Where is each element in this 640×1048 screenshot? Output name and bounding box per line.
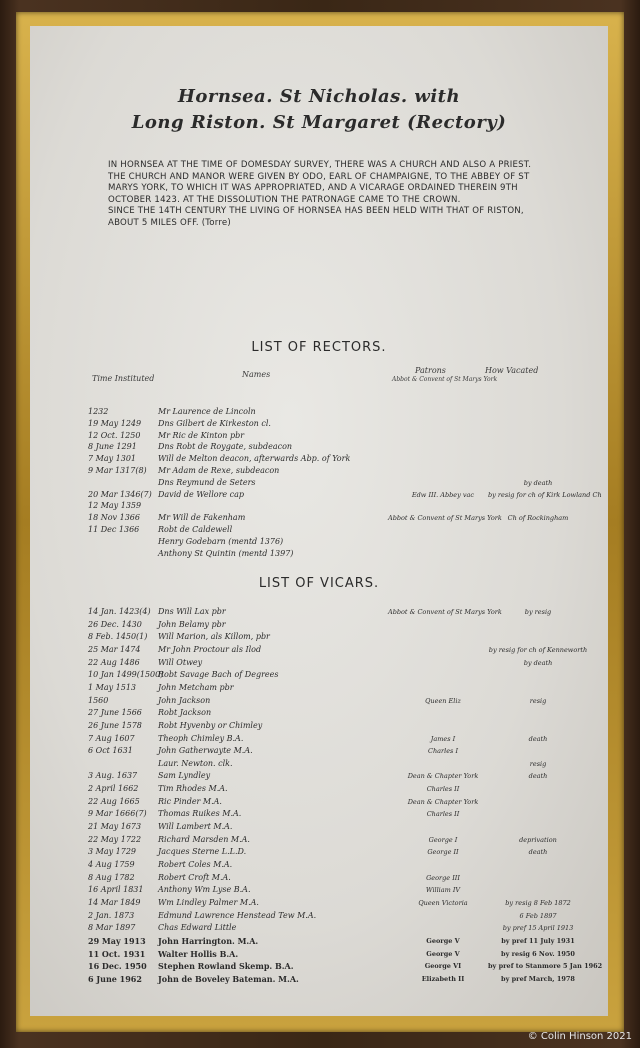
vicar-row bbox=[30, 846, 608, 858]
row-name: Will Otwey bbox=[158, 657, 203, 667]
row-how-vacated: by death bbox=[523, 478, 553, 487]
rector-row bbox=[30, 465, 608, 477]
intro-paragraph: THE CHURCH AND MANOR WERE GIVEN BY ODO, EARL OF CHAMPAIGNE, TO THE ABBEY OF ST MARYS YORK, TO WHICH IT WAS APPROPRIATED, AND A VICARAGE ORDAINED THEREIN 9TH OCTOBER 1423. AT THE DISSOLUTION THE PATRONAGE CAME TO THE CROWN. bbox=[108, 171, 530, 205]
row-name: Tim Rhodes M.A. bbox=[158, 784, 228, 794]
vicar-row bbox=[30, 783, 608, 795]
row-date: 8 June 1291 bbox=[88, 442, 137, 452]
row-name: Mr Laurence de Lincoln bbox=[158, 407, 256, 416]
row-date: 14 Mar 1849 bbox=[88, 897, 141, 907]
row-date: 21 May 1673 bbox=[88, 822, 142, 832]
vicar-row bbox=[30, 682, 608, 694]
row-date: 12 May 1359 bbox=[88, 501, 142, 511]
row-name: Thomas Ruikes M.A. bbox=[158, 809, 242, 819]
row-name: Dns Will Lax pbr bbox=[158, 607, 226, 616]
board-title-line1: Hornsea. St Nicholas. with bbox=[177, 86, 461, 107]
vicar-row bbox=[30, 910, 608, 922]
row-name: Mr Ric de Kinton pbr bbox=[158, 430, 245, 440]
row-date: 27 June 1566 bbox=[88, 708, 142, 718]
vicar-row bbox=[30, 619, 608, 631]
row-date: 16 April 1831 bbox=[88, 885, 144, 895]
rector-row bbox=[30, 500, 608, 512]
row-how-vacated: Ch of Rockingham bbox=[507, 514, 569, 523]
row-date: 8 Mar 1897 bbox=[88, 923, 136, 933]
col-time: Time Instituted bbox=[92, 374, 155, 383]
row-name: Edmund Lawrence Henstead Tew M.A. bbox=[158, 910, 317, 920]
row-name: Anthony St Quintin (mentd 1397) bbox=[158, 548, 294, 558]
vicar-row bbox=[30, 745, 608, 757]
row-patron: George VI bbox=[424, 962, 462, 971]
row-name: Sam Lyndley bbox=[158, 771, 211, 781]
intro-paragraph: IN HORNSEA AT THE TIME OF DOMESDAY SURVEY, THERE WAS A CHURCH AND ALSO A PRIEST. bbox=[108, 160, 532, 170]
vicar-row bbox=[30, 733, 608, 745]
row-date: 22 Aug 1486 bbox=[88, 657, 140, 667]
row-name: Robt de Caldewell bbox=[158, 525, 233, 534]
rector-row bbox=[30, 453, 608, 465]
row-patron: Elizabeth II bbox=[421, 974, 465, 983]
row-how-vacated: by pref 11 July 1931 bbox=[501, 936, 575, 945]
row-date: 19 May 1249 bbox=[88, 418, 142, 428]
row-how-vacated: deprivation bbox=[519, 835, 557, 844]
vicars-heading: LIST OF VICARS. bbox=[258, 576, 380, 591]
row-name: Ric Pinder M.A. bbox=[158, 796, 222, 806]
col-patron-sub: Abbot & Convent of St Marys York bbox=[392, 376, 498, 383]
row-how-vacated: death bbox=[528, 734, 548, 743]
vicar-row bbox=[30, 770, 608, 782]
row-name: John Belamy pbr bbox=[158, 619, 226, 629]
row-date: 7 May 1301 bbox=[88, 454, 137, 464]
vicar-row bbox=[30, 960, 608, 972]
copyright-text: © Colin Hinson 2021 bbox=[527, 1031, 632, 1042]
row-date: 10 Jan 1499(1500) bbox=[88, 670, 164, 680]
row-date: 8 Feb. 1450(1) bbox=[88, 632, 148, 642]
rector-row bbox=[30, 418, 608, 430]
row-name: Chas Edward Little bbox=[158, 923, 237, 933]
row-how-vacated: by resig for ch of Kirk Lowland Ch bbox=[488, 490, 602, 499]
row-how-vacated: death bbox=[528, 772, 548, 781]
vicar-row bbox=[30, 897, 608, 909]
row-name: Walter Hollis B.A. bbox=[158, 948, 239, 959]
rector-row bbox=[30, 406, 608, 418]
vicar-row bbox=[30, 935, 608, 947]
row-name: Laur. Newton. clk. bbox=[158, 758, 233, 768]
intro-text bbox=[108, 160, 538, 230]
row-how-vacated: by death bbox=[523, 658, 553, 667]
row-name: Mr Adam de Rexe, subdeacon bbox=[158, 466, 280, 475]
row-name: Jacques Sterne L.L.D. bbox=[158, 847, 247, 857]
vicar-row bbox=[30, 872, 608, 884]
row-name: Mr John Proctour als Ilod bbox=[158, 644, 262, 654]
row-date: 11 Oct. 1931 bbox=[88, 948, 146, 959]
rector-row bbox=[30, 430, 608, 442]
row-date: 9 Mar 1317(8) bbox=[88, 466, 147, 475]
vicar-row bbox=[30, 808, 608, 820]
row-name: Anthony Wm Lyse B.A. bbox=[158, 885, 251, 895]
row-how-vacated: death bbox=[528, 848, 548, 857]
row-date: 3 Aug. 1637 bbox=[88, 771, 138, 781]
row-date: 26 Dec. 1430 bbox=[88, 619, 142, 629]
row-patron: Charles II bbox=[426, 785, 460, 794]
vicar-row bbox=[30, 657, 608, 669]
vicar-row bbox=[30, 720, 608, 732]
col-patrons: Patrons bbox=[415, 366, 446, 375]
row-patron: Queen Eliz bbox=[425, 696, 461, 705]
row-patron: Edw III. Abbey vac bbox=[411, 490, 475, 499]
row-name: Stephen Rowland Skemp. B.A. bbox=[158, 961, 294, 972]
rectors-heading: LIST OF RECTORS. bbox=[251, 340, 387, 355]
row-how-vacated: 6 Feb 1897 bbox=[519, 911, 557, 920]
row-name: John Gatherwayte M.A. bbox=[158, 746, 253, 756]
row-how-vacated: by resig for ch of Kenneworth bbox=[488, 645, 588, 654]
vicar-row bbox=[30, 834, 608, 846]
row-patron: George II bbox=[427, 848, 459, 857]
row-name: Robt Hyvenby or Chimley bbox=[158, 720, 263, 730]
row-date: 7 Aug 1607 bbox=[88, 733, 135, 743]
row-patron: George V bbox=[426, 949, 460, 958]
row-date: 1232 bbox=[88, 407, 109, 416]
row-name: David de Wellore cap bbox=[158, 489, 245, 499]
row-name: Robt Savage Bach of Degrees bbox=[158, 670, 279, 680]
row-how-vacated: by resig bbox=[524, 608, 552, 616]
row-date: 9 Mar 1666(7) bbox=[88, 809, 147, 819]
row-patron: Queen Victoria bbox=[418, 898, 468, 907]
intro-paragraph: SINCE THE 14TH CENTURY THE LIVING OF HORNSEA HAS BEEN HELD WITH THAT OF RISTON, ABOUT 5 MILES OFF. (Torre) bbox=[108, 206, 524, 228]
row-how-vacated: by resig 8 Feb 1872 bbox=[505, 898, 571, 907]
vicar-row bbox=[30, 859, 608, 871]
row-how-vacated: by pref 15 April 1913 bbox=[502, 924, 574, 933]
vicar-row bbox=[30, 758, 608, 770]
row-how-vacated: by pref to Stanmore 5 Jan 1962 bbox=[488, 962, 603, 971]
col-how-vacated: How Vacated bbox=[485, 366, 539, 375]
row-name: Theoph Chimley B.A. bbox=[158, 733, 244, 743]
vicar-row bbox=[30, 631, 608, 643]
rector-row bbox=[30, 524, 608, 536]
rectors-board bbox=[30, 26, 608, 1016]
row-date: 18 Nov 1366 bbox=[88, 513, 140, 523]
rector-row bbox=[30, 441, 608, 453]
row-name: Mr Will de Fakenham bbox=[158, 513, 246, 523]
row-name: John Metcham pbr bbox=[158, 682, 234, 692]
row-date: 4 Aug 1759 bbox=[88, 860, 135, 869]
row-how-vacated: by pref March, 1978 bbox=[501, 974, 575, 983]
row-name: John Harrington. M.A. bbox=[158, 935, 259, 946]
row-patron: James I bbox=[430, 734, 456, 743]
row-patron: Dean & Chapter York bbox=[407, 772, 479, 781]
row-date: 1560 bbox=[88, 695, 109, 705]
row-date: 22 Aug 1665 bbox=[88, 796, 140, 806]
row-name: Will Marion, als Killom, pbr bbox=[158, 632, 270, 642]
vicar-row bbox=[30, 695, 608, 707]
vicar-row bbox=[30, 821, 608, 833]
row-name: John Jackson bbox=[158, 695, 211, 705]
row-date: 2 Jan. 1873 bbox=[88, 910, 135, 920]
rector-row bbox=[30, 477, 608, 489]
row-how-vacated: by resig 6 Nov. 1950 bbox=[501, 949, 575, 958]
row-date: 1 May 1513 bbox=[88, 682, 137, 692]
row-patron: William IV bbox=[425, 886, 461, 895]
row-patron: Abbot & Convent of St Marys York bbox=[388, 608, 502, 616]
vicar-row bbox=[30, 796, 608, 808]
vicar-row bbox=[30, 707, 608, 719]
row-date: 20 Mar 1346(7) bbox=[88, 489, 152, 499]
row-name: Wm Lindley Palmer M.A. bbox=[158, 897, 259, 907]
row-patron: George V bbox=[426, 936, 460, 945]
row-how-vacated: resig bbox=[529, 759, 547, 768]
row-date: 22 May 1722 bbox=[88, 834, 142, 844]
vicar-row bbox=[30, 948, 608, 960]
row-name: Richard Marsden M.A. bbox=[158, 834, 250, 844]
row-date: 26 June 1578 bbox=[88, 720, 142, 730]
vicar-row bbox=[30, 973, 608, 985]
rector-row bbox=[30, 489, 608, 501]
row-patron: Abbot & Convent of St Marys York bbox=[388, 514, 502, 523]
rector-row bbox=[30, 548, 608, 560]
row-date: 11 Dec 1366 bbox=[88, 525, 140, 534]
row-name: Robert Croft M.A. bbox=[158, 872, 231, 882]
vicar-row bbox=[30, 606, 608, 618]
row-name: Dns Gilbert de Kirkeston cl. bbox=[158, 418, 271, 428]
row-date: 16 Dec. 1950 bbox=[88, 961, 147, 972]
row-name: Dns Reymund de Seters bbox=[158, 477, 256, 487]
row-patron: George I bbox=[428, 835, 458, 844]
row-name: Will Lambert M.A. bbox=[158, 822, 233, 832]
board-title-line2: Long Riston. St Margaret (Rectory) bbox=[131, 112, 507, 133]
row-patron: Charles I bbox=[427, 747, 459, 756]
rector-row bbox=[30, 536, 608, 548]
vicar-row bbox=[30, 644, 608, 656]
vicar-row bbox=[30, 669, 608, 681]
row-name: Will de Melton deacon, afterwards Abp. of York bbox=[158, 454, 351, 464]
row-patron: George III bbox=[426, 873, 460, 882]
row-date: 3 May 1729 bbox=[88, 847, 137, 857]
row-date: 6 Oct 1631 bbox=[88, 746, 133, 756]
row-name: Robt Jackson bbox=[158, 708, 212, 718]
row-name: Dns Robt de Roygate, subdeacon bbox=[158, 442, 293, 452]
row-how-vacated: resig bbox=[529, 696, 547, 705]
row-patron: Charles II bbox=[426, 810, 460, 819]
row-date: 14 Jan. 1423(4) bbox=[88, 607, 151, 616]
row-date: 8 Aug 1782 bbox=[88, 872, 135, 882]
row-name: Henry Godebarn (mentd 1376) bbox=[158, 536, 284, 546]
vicar-row bbox=[30, 922, 608, 934]
rector-row bbox=[30, 512, 608, 524]
vicar-row bbox=[30, 884, 608, 896]
row-date: 2 April 1662 bbox=[88, 784, 139, 794]
row-name: John de Boveley Bateman. M.A. bbox=[158, 973, 299, 984]
col-names: Names bbox=[242, 370, 271, 379]
row-patron: Dean & Chapter York bbox=[407, 797, 479, 806]
row-date: 25 Mar 1474 bbox=[88, 644, 141, 654]
row-date: 6 June 1962 bbox=[88, 973, 142, 984]
row-date: 29 May 1913 bbox=[88, 935, 146, 946]
row-name: Robert Coles M.A. bbox=[158, 860, 233, 869]
row-date: 12 Oct. 1250 bbox=[88, 430, 141, 440]
